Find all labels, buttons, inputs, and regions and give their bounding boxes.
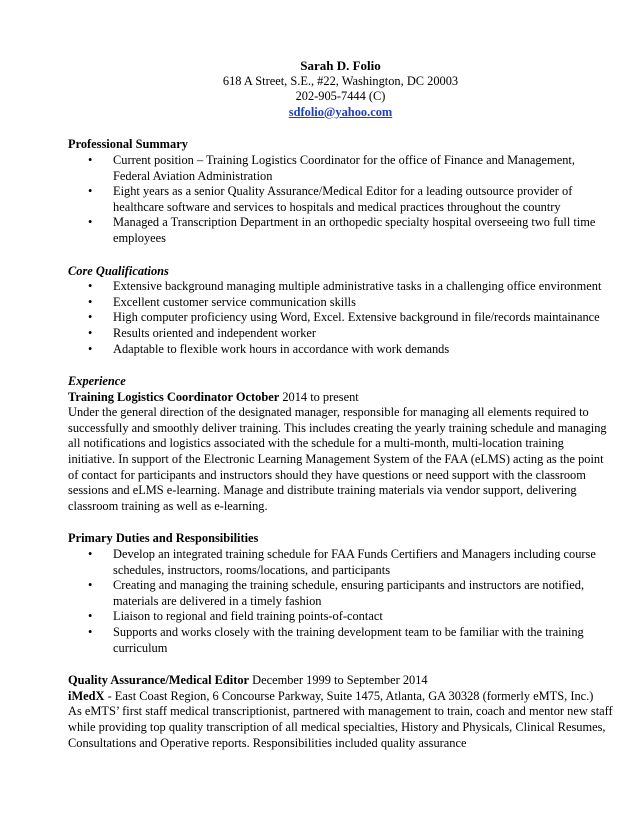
list-item: • High computer proficiency using Word, Excel. Extensive background in file/records maintainance [68,310,613,326]
job-1-title: Training Logistics Coordinator October [68,389,280,404]
address: 618 A Street, S.E., #22, Washington, DC 20003 [222,73,459,88]
job-2-description: As eMTS’ first staff medical transcriptionist, partnered with management to train, coach and mentor new staff while providing top quality transcription of all medical specialties, History and Physicals, Clinical Resumes, Consultations and Operative reports. Responsibilities included quality assurance [68,704,613,750]
resume-header [68,58,613,120]
job-2-title-line [68,673,613,689]
list-item: • Current position – Training Logistics Coordinator for the office of Finance and Management, Federal Aviation Administration [68,153,613,184]
list-item: • Supports and works closely with the training development team to be familiar with the training curriculum [68,625,613,656]
list-item: • Excellent customer service communication skills [68,295,613,311]
job-2-company-detail: - East Coast Region, 6 Concourse Parkway, Suite 1475, Atlanta, GA 30328 (formerly eMTS, Inc.) [104,688,594,703]
experience-heading: Experience [68,374,126,389]
list-item: • Creating and managing the training schedule, ensuring participants and instructors are notified, materials are delivered in a timely fashion [68,578,613,609]
list-item: • Liaison to regional and field training points-of-contact [68,609,613,625]
job-1-title-line [68,390,613,406]
core-qualifications-list [68,279,613,357]
core-qualifications-heading: Core Qualifications [68,263,169,278]
job-1-dates: 2014 to present [279,389,359,404]
email-link[interactable]: sdfolio@yahoo.com [288,104,393,119]
list-item: • Results oriented and independent worker [68,326,613,342]
list-item: • Develop an integrated training schedule for FAA Funds Certifiers and Managers including course schedules, instructors, rooms/locations, and participants [68,547,613,578]
resume-page [68,58,613,751]
list-item: • Extensive background managing multiple administrative tasks in a challenging office environment [68,279,613,295]
primary-duties-list [68,547,613,656]
professional-summary-heading: Professional Summary [68,137,188,152]
phone: 202-905-7444 (C) [295,89,386,104]
job-1-description: Under the general direction of the designated manager, responsible for managing all elements required to successfully and smoothly deliver training. This includes creating the yearly training schedule and managing all notifications and logistics associated with the schedule for a multi-month, multi-location training initiative. In support of the Electronic Learning Management System of the FAA (eLMS) acting as the point of contact for participants and instructors should they have questions or need support with the classroom sessions and eLMS e-learning. Manage and distribute training materials via vendor support, delivering classroom training as well as e-learning. [68,405,607,513]
professional-summary-list [68,153,613,247]
job-2-dates: December 1999 to September 2014 [249,673,428,688]
primary-duties-heading: Primary Duties and Responsibilities [68,531,259,546]
job-2-company: iMedX [68,688,105,703]
list-item: • Managed a Transcription Department in an orthopedic specialty hospital overseeing two full time employees [68,215,613,246]
list-item: • Eight years as a senior Quality Assurance/Medical Editor for a leading outsource provider of healthcare software and services to hospitals and medical practices throughout the country [68,184,613,215]
candidate-name: Sarah D. Folio [300,58,381,73]
job-2-title: Quality Assurance/Medical Editor [68,673,250,688]
list-item: • Adaptable to flexible work hours in accordance with work demands [68,342,613,358]
job-2-company-line [68,689,613,705]
